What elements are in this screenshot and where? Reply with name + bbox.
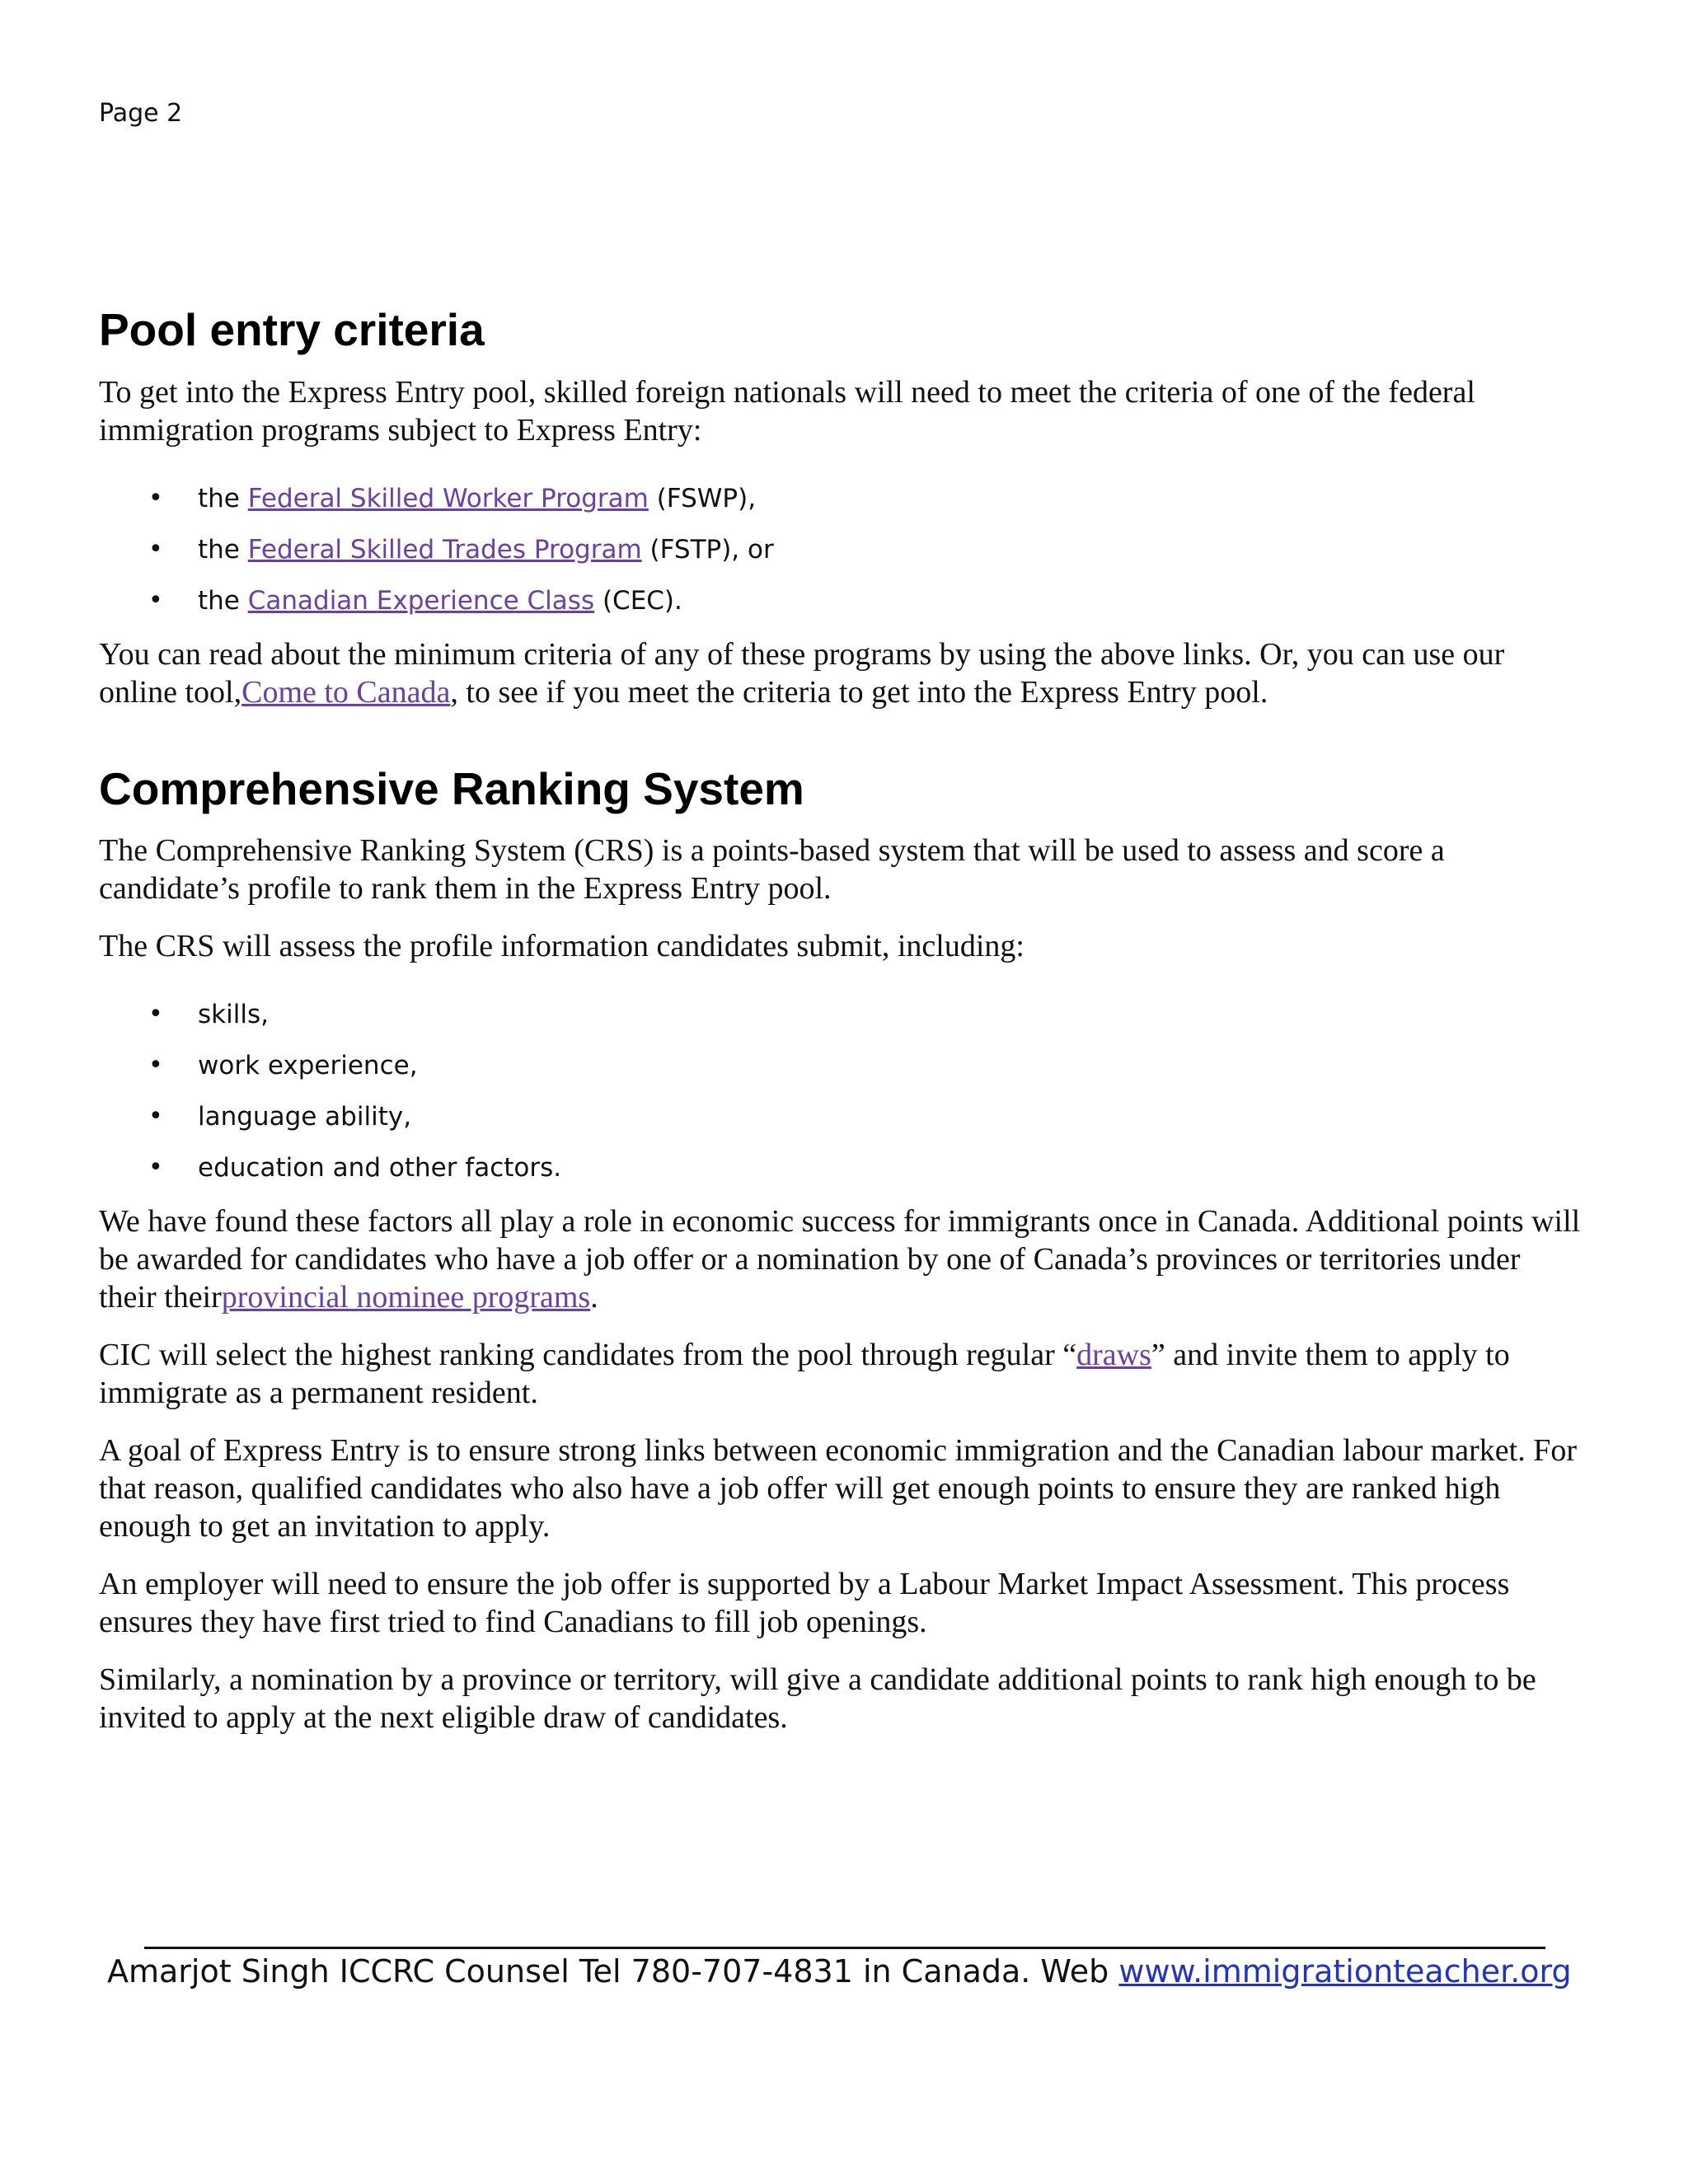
- website-link[interactable]: www.immigrationteacher.org: [1118, 1953, 1572, 1990]
- list-item: • the Federal Skilled Worker Program (FSWP),: [148, 483, 757, 513]
- crs-paragraph-3: We have found these factors all play a role in economic success for immigrants once in Canada. Additional points will be awarded for candidates who have a job offer or a nomination by one of Canada’s provinces or territories under their theirprovincial nominee programs.: [99, 1204, 1581, 1315]
- heading-pool-entry-criteria: Pool entry criteria: [99, 304, 485, 355]
- list-item: • work experience,: [148, 1051, 418, 1080]
- footer: Amarjot Singh ICCRC Counsel Tel 780-707-4831 in Canada. Web www.immigrationteacher.org: [107, 1953, 1572, 1990]
- fstp-link[interactable]: Federal Skilled Trades Program: [247, 534, 642, 565]
- factor-list: [99, 998, 1582, 1184]
- bullet-icon: •: [148, 1102, 163, 1131]
- pnp-link[interactable]: provincial nominee programs: [221, 1280, 591, 1315]
- list-item: • the Canadian Experience Class (CEC).: [148, 585, 682, 616]
- list-item: • skills,: [148, 1000, 269, 1029]
- bullet-icon: •: [148, 534, 163, 564]
- page-number: Page 2: [99, 99, 183, 128]
- document-body: [99, 305, 1582, 1756]
- bullet-icon: •: [148, 585, 163, 615]
- footer-divider: [144, 1947, 1545, 1949]
- draws-link[interactable]: draws: [1076, 1338, 1151, 1372]
- bullet-icon: •: [148, 483, 163, 513]
- list-item: • language ability,: [148, 1102, 412, 1132]
- list-item: • the Federal Skilled Trades Program (FSTP), or: [148, 534, 774, 565]
- crs-paragraph-5: A goal of Express Entry is to ensure strong links between economic immigration and the Canadian labour market. For that reason, qualified candidates who also have a job offer will get enough points to ensure they are ranked high enough to get an invitation to apply.: [99, 1433, 1577, 1544]
- bullet-icon: •: [148, 1051, 163, 1080]
- crs-paragraph-2: The CRS will assess the profile information candidates submit, including:: [99, 929, 1025, 963]
- crs-paragraph-7: Similarly, a nomination by a province or territory, will give a candidate additional points to rank high enough to be invited to apply at the next eligible draw of candidates.: [99, 1662, 1536, 1735]
- list-item: • education and other factors.: [148, 1153, 562, 1183]
- bullet-icon: •: [148, 1000, 163, 1029]
- tool-paragraph: You can read about the minimum criteria of any of these programs by using the above links. Or, you can use our online tool,Come to Canada, to see if you meet the criteria to get into the Express Entry pool.: [99, 636, 1505, 710]
- intro-paragraph: To get into the Express Entry pool, skilled foreign nationals will need to meet the criteria of one of the federal immigration programs subject to Express Entry:: [99, 374, 1475, 448]
- heading-crs: Comprehensive Ranking System: [99, 762, 804, 814]
- crs-paragraph-6: An employer will need to ensure the job offer is supported by a Labour Market Impact Assessment. This process ensures they have first tried to find Canadians to fill job openings.: [99, 1567, 1510, 1639]
- fswp-link[interactable]: Federal Skilled Worker Program: [247, 483, 649, 513]
- bullet-icon: •: [148, 1153, 163, 1182]
- program-list: [99, 482, 1582, 617]
- crs-paragraph-4: CIC will select the highest ranking candidates from the pool through regular “draws” and invite them to apply to immigrate as a permanent resident.: [99, 1338, 1510, 1410]
- come-to-canada-link[interactable]: Come to Canada: [241, 674, 451, 710]
- crs-paragraph-1: The Comprehensive Ranking System (CRS) is a points-based system that will be used to assess and score a candidate’s profile to rank them in the Express Entry pool.: [99, 833, 1445, 906]
- cec-link[interactable]: Canadian Experience Class: [247, 585, 595, 616]
